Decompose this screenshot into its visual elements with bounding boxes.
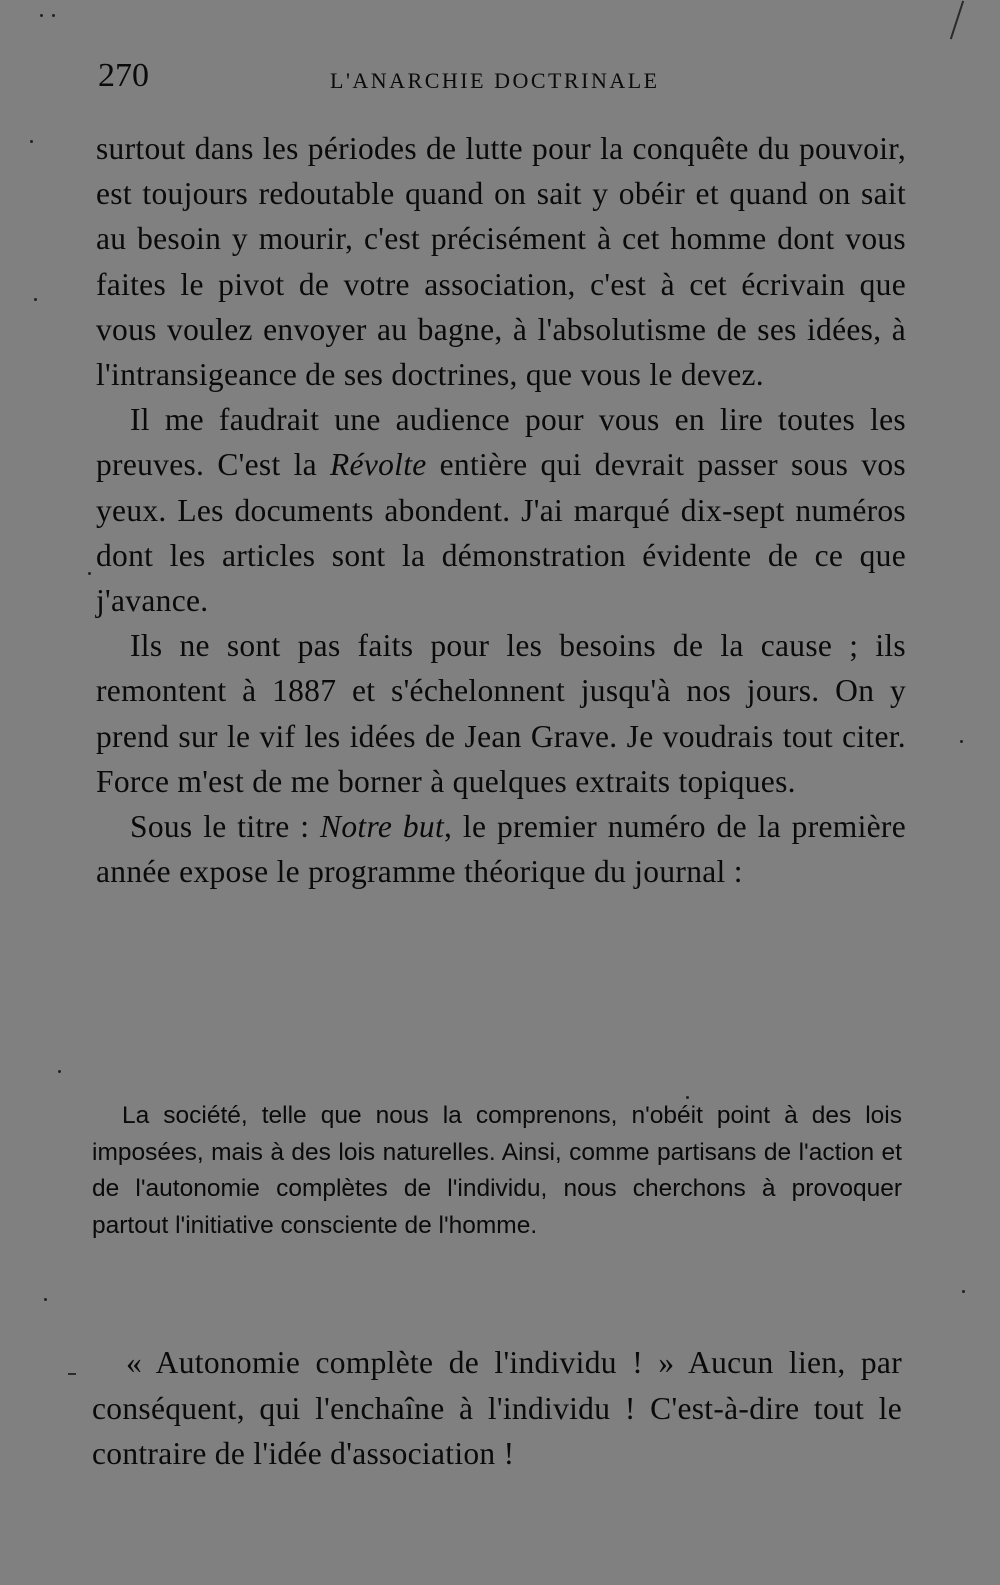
running-head: L'ANARCHIE DOCTRINALE [330, 68, 660, 93]
page-header [98, 56, 918, 106]
scan-speck [30, 140, 33, 143]
paragraph-4 [96, 804, 906, 894]
paragraph-2-text-before: Il me faudrait une audience pour vous en lire toutes les preuves. C'est la [96, 402, 906, 483]
page-number: 270 [98, 57, 149, 94]
scan-speck [44, 1298, 47, 1301]
block-quote-text: La société, telle que nous la comprenons, n'obéit point à des lois imposées, mais à des lois naturelles. Ainsi, comme partisans de l'action et de l'autonomie complètes de l'individu, nous cherchons à provoquer partout l'initiative consciente de l'homme. [92, 1102, 902, 1239]
scan-speck [88, 572, 91, 575]
scan-speck [960, 740, 963, 743]
paragraph-4-text-after: , le premier numéro de la première année expose le programme théorique du journal : [96, 809, 906, 890]
paragraph-4-text-before: Sous le titre : [130, 809, 321, 845]
paragraph-1: surtout dans les périodes de lutte pour la conquête du pouvoir, est toujours redoutable quand on sait y obéir et quand on sait au besoin y mourir, c'est précisément à cet homme dont vous faites le pivot de votre association, c'est à cet écrivain que vous voulez envoyer au bagne, à l'absolutisme de ses idées, à l'intransigeance de ses doctrines, que vous le devez. [96, 131, 906, 393]
block-quote [92, 1098, 902, 1244]
scan-mark [68, 1373, 76, 1375]
body-text [96, 126, 906, 894]
paragraph-2 [96, 397, 906, 623]
paragraph-2-text-after: entière qui devrait passer sous vos yeux. Les documents abondent. J'ai marqué dix-sept numéros dont les articles sont la démonstration évidente de ce que j'avance. [96, 447, 906, 619]
scan-speck [962, 1290, 965, 1293]
final-paragraph: « Autonomie complète de l'individu ! » Aucun lien, par conséquent, qui l'enchaîne à l'individu ! C'est-à-dire tout le contraire de l'idée d'association ! [92, 1345, 902, 1471]
scan-speck [58, 1070, 61, 1073]
paragraph-4-italic-title: Notre but [320, 809, 445, 845]
paragraph-2-italic-title: Révolte [330, 447, 427, 483]
scan-mark [950, 1, 964, 40]
final-section [92, 1340, 902, 1477]
scan-speck [40, 14, 43, 17]
scan-speck [52, 14, 55, 17]
scan-speck [34, 298, 37, 301]
paragraph-3: Ils ne sont pas faits pour les besoins de la cause ; ils remontent à 1887 et s'échelonnent jusqu'à nos jours. On y prend sur le vif les idées de Jean Grave. Je voudrais tout citer. Force m'est de me borner à quelques extraits topiques. [96, 628, 906, 799]
scan-speck [686, 1096, 689, 1099]
